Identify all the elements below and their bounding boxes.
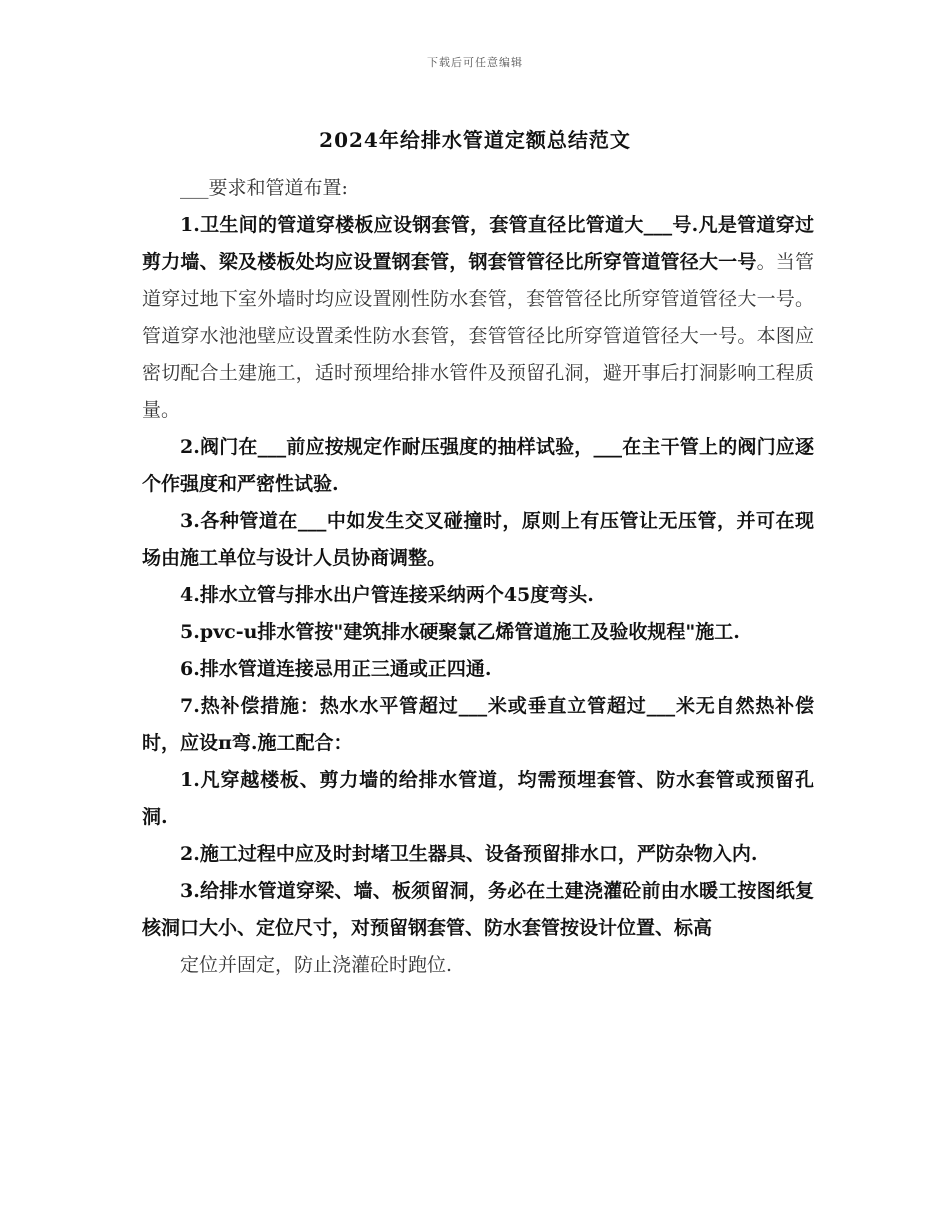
paragraph-item-1-bold: 1.卫生间的管道穿楼板应设钢套管，套管直径比管道大___号.凡是管道穿过剪力墙、梁及楼板处均应设置钢套管，钢套管管径比所穿管道管径大一号 [142,214,814,273]
paragraph-item-7: 7.热补偿措施：热水水平管超过___米或垂直立管超过___米无自然热补偿时，应设π弯.施工配合： [142,695,814,754]
paragraph-construction-1: 1.凡穿越楼板、剪力墙的给排水管道，均需预埋套管、防水套管或预留孔洞. [142,769,814,828]
paragraph-construction-2: 2.施工过程中应及时封堵卫生器具、设备预留排水口，严防杂物入内. [180,843,758,865]
paragraph-intro: ___要求和管道布置: [180,177,348,199]
paragraph-item-1-plain: 。当管道穿过地下室外墙时均应设置刚性防水套管，套管管径比所穿管道管径大一号。管道穿水池池壁应设置柔性防水套管，套管管径比所穿管道管径大一号。本图应密切配合土建施工，适时预埋给排水管件及预留孔洞，避开事后打洞影响工程质量。 [142,251,814,421]
paragraph-item-3: 3.各种管道在___中如发生交叉碰撞时，原则上有压管让无压管，并可在现场由施工单位与设计人员协商调整。 [142,510,814,569]
paragraph-construction-3: 3.给排水管道穿梁、墙、板须留洞，务必在土建浇灌砼前由水暖工按图纸复核洞口大小、定位尺寸，对预留钢套管、防水套管按设计位置、标高 [142,880,814,939]
header-note: 下载后可任意编辑 [427,56,523,69]
paragraph-item-4: 4.排水立管与排水出户管连接采纳两个45度弯头. [180,584,594,606]
paragraph-item-6: 6.排水管道连接忌用正三通或正四通. [180,658,492,680]
paragraph-item-1 [142,207,814,429]
paragraph-item-2: 2.阀门在___前应按规定作耐压强度的抽样试验，___在主干管上的阀门应逐个作强度和严密性试验. [142,436,814,495]
document-body [142,170,814,984]
paragraph-closing: 定位并固定，防止浇灌砼时跑位. [180,954,453,976]
paragraph-item-5: 5.pvc-u排水管按"建筑排水硬聚氯乙烯管道施工及验收规程"施工. [180,621,740,643]
document-title: 2024年给排水管道定额总结范文 [319,128,631,152]
